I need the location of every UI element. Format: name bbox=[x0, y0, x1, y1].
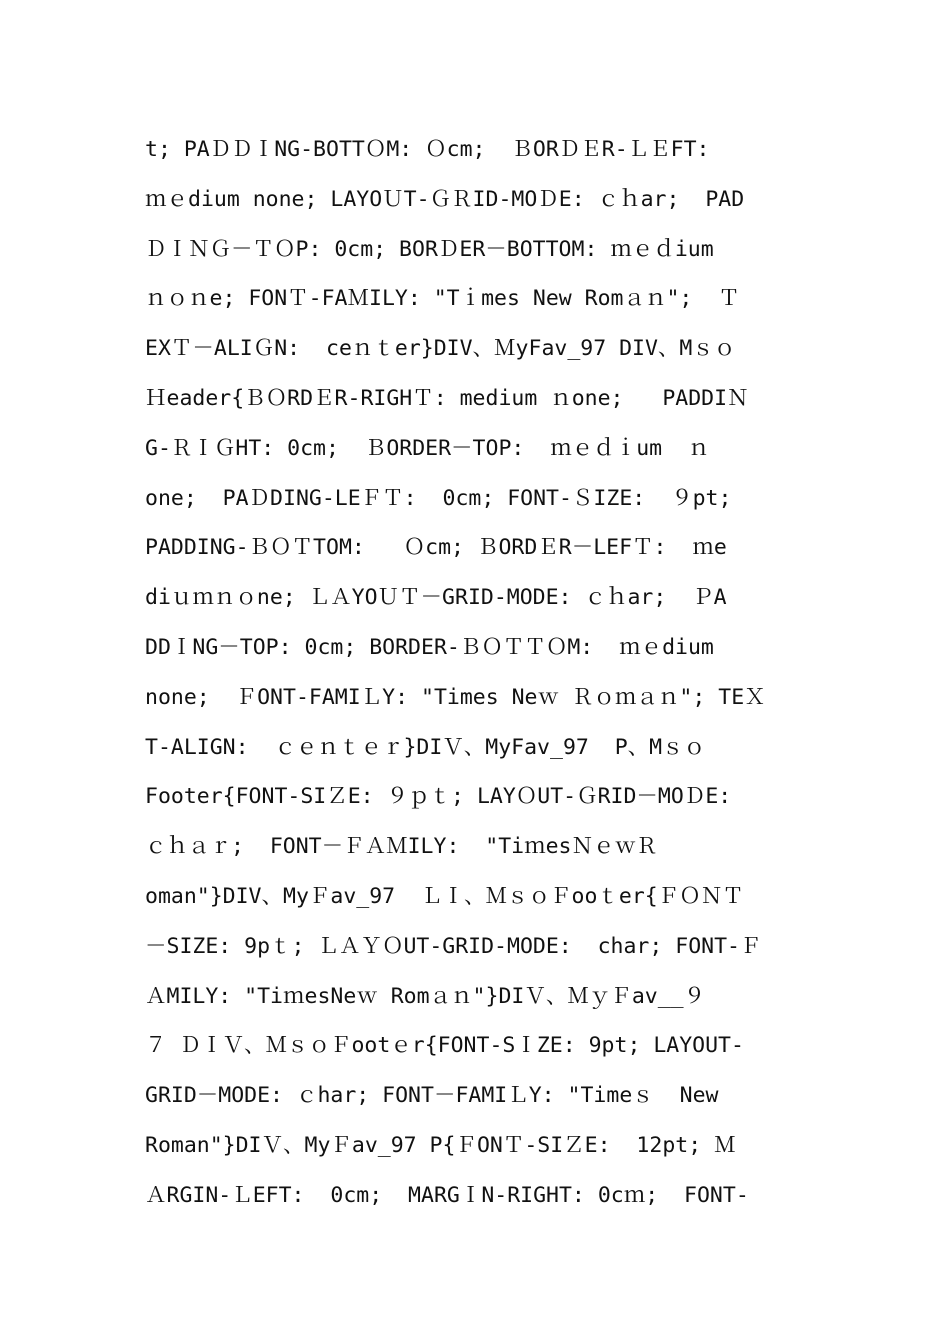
text-line: G-ＲＩＧHT: 0cm; ＢORDER－TOP: ｍｅｄｉum ｎ bbox=[145, 435, 710, 461]
text-line: DDＩNG－TOP: 0cm; BORDER-ＢＯＴＴＯM: ｍｅdium bbox=[145, 634, 714, 660]
text-line: ７ ＤＩＶ、ＭｓｏＦootｅr{FONT-SＩZE: 9pt; LAYOUT- bbox=[145, 1033, 744, 1059]
text-line: Footer{FONT-SIＺE: ９ｐｔ; LAYＯUT-ＧRID－MOＤE: bbox=[145, 784, 732, 810]
text-line: ＡMILY: "TiｍesNeｗ Romａｎ"}DIＶ、ＭｙＦav__９ bbox=[145, 983, 706, 1009]
text-line: ＡRGIN-ＬEFT: 0cm; MARGＩN-RIGHT: 0cｍ; FONT- bbox=[145, 1182, 749, 1208]
text-line: PADDING-ＢＯＴTOM: Ｏcm; ＢORDＥR－LEFＴ: ｍe bbox=[145, 535, 727, 561]
text-line: ｎｏｎe; FONＴ-FAＭILY: "Tｉmes New Romａｎ"; Ｔ bbox=[145, 286, 740, 312]
text-line: －SIZE: 9pｔ; ＬＡＹＯUT-GRID-MODE: char; FONT-Ｆ bbox=[145, 933, 762, 959]
body-text bbox=[145, 132, 810, 1228]
text-line: one; PAＤDING-LEＦＴ: 0cm; FONT-ＳIZE: ９pt; bbox=[145, 485, 732, 511]
text-line: GRID－MODE: ｃhar; FONT－FAMIＬY: "Timeｓ New bbox=[145, 1083, 719, 1109]
text-line: t; PAＤＤＩNG-BOTTＯM: Ｏcm; ＢORＤＥR-ＬＥFT: bbox=[145, 137, 710, 162]
text-line: ＤＩＮＧ－ＴＯP: 0cm; BORＤER－BOTTOM: ｍｅｄium bbox=[145, 236, 714, 262]
text-line: T-ALIGN: ｃｅｎｔｅｒ}DIＶ、MyFav_97 P、Mｓｏ bbox=[145, 734, 706, 760]
text-line: Roman"}DIＶ、MyＦav_97 P{ＦONＴ-SIＺE: 12pt; Ｍ bbox=[145, 1132, 736, 1158]
text-line: ｃｈａｒ; FONT－ＦＡＭILY: "TiｍesＮｅｗＲ bbox=[145, 834, 658, 860]
text-line: Ｈeader{ＢＯRDＥR-RIGHＴ: medium ｎone; PADDIＮ bbox=[145, 385, 749, 411]
text-line: ｍｅdium none; LAYOＵT-ＧＲID-MOＤE: ｃｈar; PAD bbox=[145, 186, 745, 212]
text-line: oman"}DIV、MyＦav_97 ＬＩ、ＭｓｏＦooｔer{ＦＯＮＴ bbox=[145, 883, 744, 909]
text-line: diｕｍｎｏne; ＬＡYOＵＴ－GRID-MODE: ｃｈar; ＰA bbox=[145, 585, 727, 611]
text-line: EXＴ－ALIＧN: ceｎｔer}DIV、ＭyFav_97 DIV、Mｓｏ bbox=[145, 336, 736, 362]
text-line: none; ＦONT-FAMIＬY: "Times Neｗ Ｒｏｍａｎ"; TEＸ bbox=[145, 684, 766, 710]
